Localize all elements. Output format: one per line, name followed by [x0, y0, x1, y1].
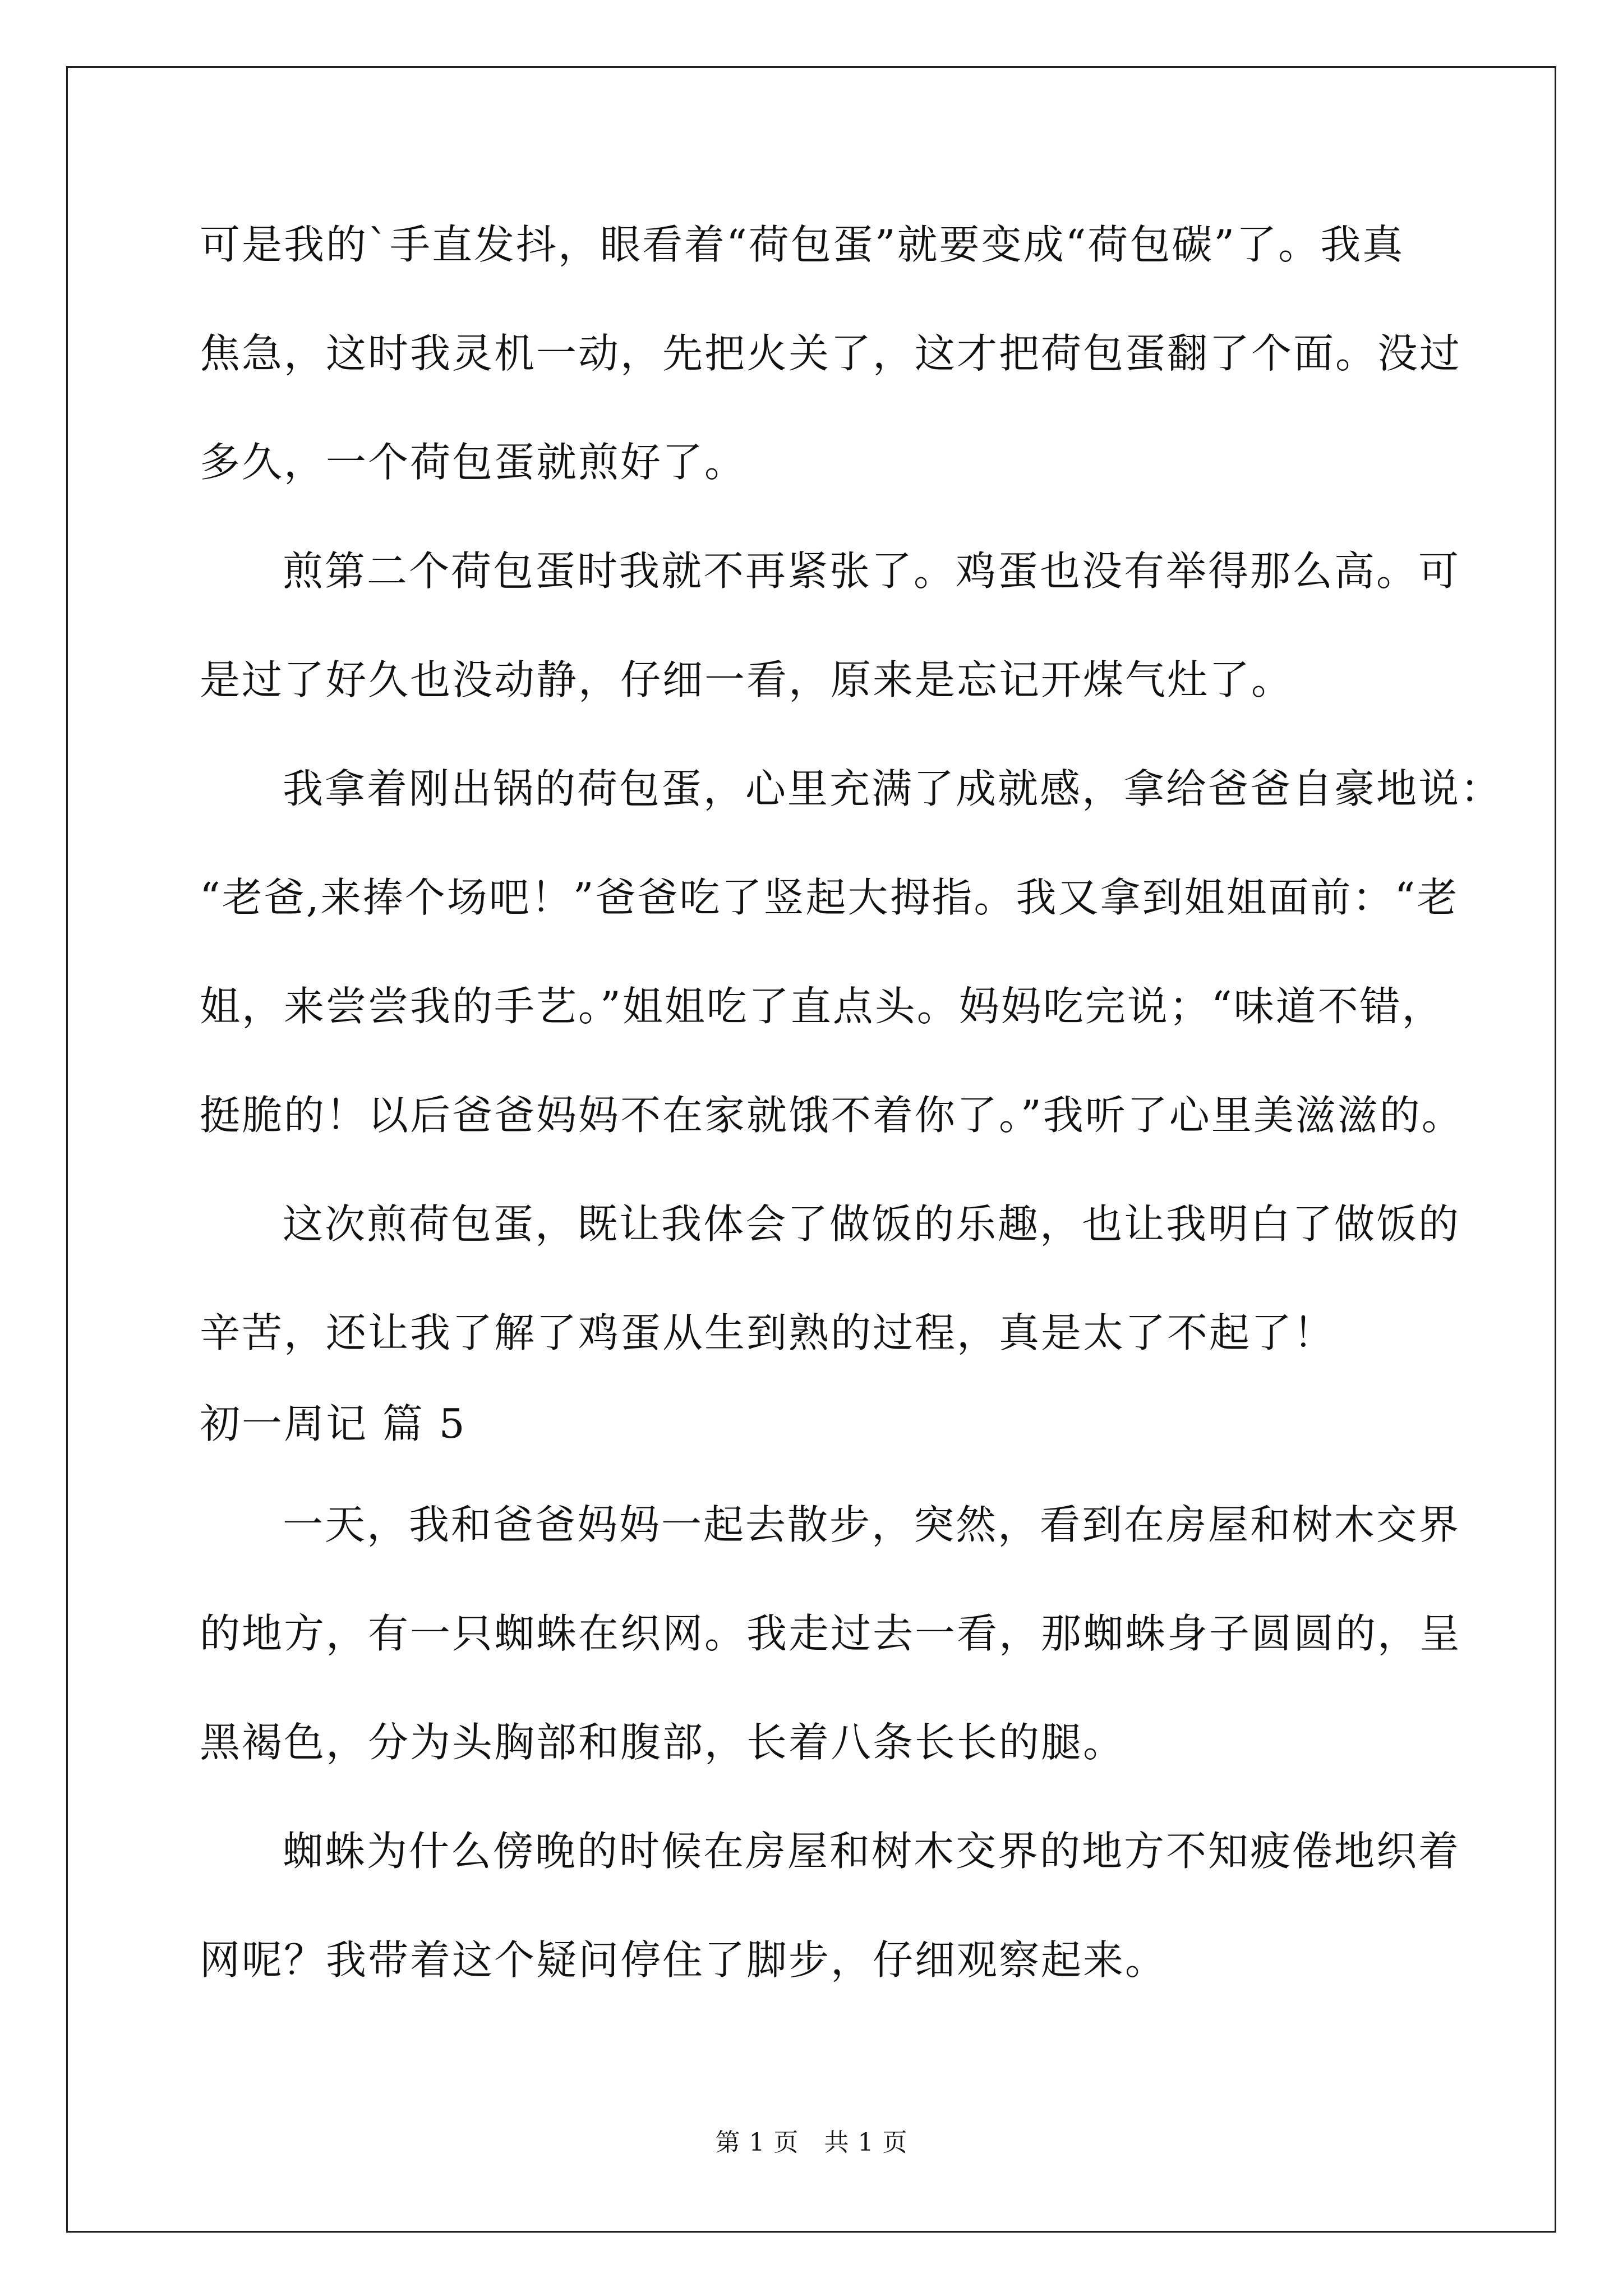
- paragraph-line: 这次煎荷包蛋，既让我体会了做饭的乐趣，也让我明白了做饭的: [283, 1200, 1461, 1248]
- paragraph-line: 的地方，有一只蜘蛛在织网。我走过去一看，那蜘蛛身子圆圆的，呈: [200, 1610, 1462, 1657]
- section-heading: 初一周记 篇 5: [200, 1400, 467, 1447]
- paragraph-line: 一天，我和爸爸妈妈一起去散步，突然，看到在房屋和树木交界: [283, 1501, 1461, 1548]
- page-border: [66, 66, 1556, 2233]
- paragraph-line: 可是我的`手直发抖，眼看着“荷包蛋”就要变成“荷包碳”了。我真: [200, 221, 1405, 268]
- page-footer: 第 1 页 共 1 页: [715, 2128, 908, 2157]
- paragraph-line: 姐，来尝尝我的手艺。”姐姐吃了直点头。妈妈吃完说；“味道不错，: [200, 983, 1444, 1030]
- paragraph-line: 蜘蛛为什么傍晚的时候在房屋和树木交界的地方不知疲倦地织着: [283, 1828, 1461, 1875]
- paragraph-line: 网呢？我带着这个疑问停住了脚步，仔细观察起来。: [200, 1936, 1168, 1984]
- paragraph-line: 煎第二个荷包蛋时我就不再紧张了。鸡蛋也没有举得那么高。可: [283, 547, 1461, 595]
- paragraph-line: 挺脆的！以后爸爸妈妈不在家就饿不着你了。”我听了心里美滋滋的。: [200, 1092, 1464, 1139]
- paragraph-line: 黑褐色，分为头胸部和腹部，长着八条长长的腿。: [200, 1719, 1126, 1766]
- paragraph-line: 是过了好久也没动静，仔细一看，原来是忘记开煤气灶了。: [200, 656, 1294, 703]
- paragraph-line: 我拿着刚出锅的荷包蛋，心里充满了成就感，拿给爸爸自豪地说：: [283, 765, 1503, 812]
- paragraph-line: 多久，一个荷包蛋就煎好了。: [200, 439, 747, 486]
- paragraph-line: “老爸,来捧个场吧！”爸爸吃了竖起大拇指。我又拿到姐姐面前：“老: [200, 874, 1459, 921]
- paragraph-line: 焦急，这时我灵机一动，先把火关了，这才把荷包蛋翻了个面。没过: [200, 330, 1462, 377]
- paragraph-line: 辛苦，还让我了解了鸡蛋从生到熟的过程，真是太了不起了！: [200, 1309, 1336, 1356]
